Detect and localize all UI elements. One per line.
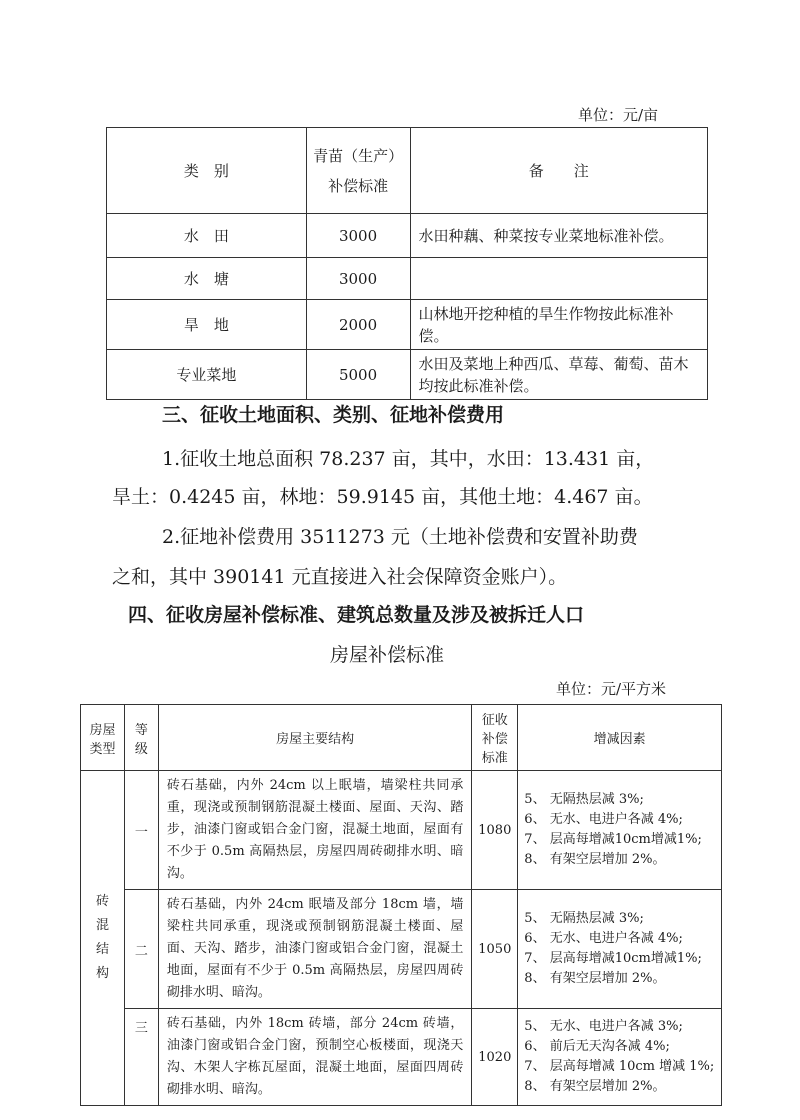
- table-row: [107, 300, 708, 350]
- grade-cell: 一: [124, 771, 158, 890]
- factor-item: 5、 无隔热层减 3%;: [524, 911, 644, 926]
- factor-item: 7、 层高每增减10cm增减1%;: [524, 832, 702, 847]
- house-table-title: 房屋补偿标准: [330, 644, 445, 666]
- row-category: 水 田: [107, 214, 307, 258]
- header-house-type-line1: 房屋: [89, 722, 116, 738]
- factor-item: 6、 无水、电进户各减 4%;: [524, 812, 683, 827]
- factors-cell: [518, 1009, 722, 1106]
- paragraph-1-line-1: 1.征收土地总面积 78.237 亩，其中，水田：13.431 亩，: [162, 448, 655, 470]
- structure-cell: 砖石基础，内外 24cm 以上眠墙，墙梁柱共同承重，现浇或预制钢筋混凝土楼面、屋面、天沟、踏步，油漆门窗或铝合金门窗，混凝土地面，屋面有不少于 0.5m 高隔热层，房屋四周砖砌排水明、暗沟。: [158, 771, 471, 890]
- row-value: 3000: [306, 214, 410, 258]
- factor-item: 5、 无水、电进户各减 3%;: [524, 1019, 683, 1034]
- header-grade: [124, 705, 158, 771]
- crop-compensation-table: [106, 127, 708, 400]
- header-standard-line1: 征收: [481, 713, 508, 728]
- paragraph-2-line-2: 之和，其中 390141 元直接进入社会保障资金账户）。: [112, 566, 568, 588]
- structure-cell: 砖石基础，内外 24cm 眠墙及部分 18cm 墙，墙梁柱共同承重，现浇或预制钢筋混凝土楼面、屋面、天沟、踏步，油漆门窗或铝合金门窗，混凝土地面，屋面有不少于 0.5m 高隔热层，房屋四周砖砌排水明、暗沟。: [158, 890, 471, 1009]
- table-row: [107, 214, 708, 258]
- house-type-char: 构: [95, 966, 109, 981]
- factors-cell: [518, 890, 722, 1009]
- standard-cell: 1050: [472, 890, 518, 1009]
- row-note: 水田及菜地上种西瓜、草莓、葡萄、苗木均按此标准补偿。: [410, 350, 708, 400]
- header-grade-line1: 等: [134, 722, 148, 738]
- standard-cell: 1020: [472, 1009, 518, 1106]
- paragraph-2-line-1: 2.征地补偿费用 3511273 元（土地补偿费和安置补助费: [162, 526, 638, 548]
- header-grade-line2: 级: [134, 741, 148, 757]
- row-category: 旱 地: [107, 300, 307, 350]
- table-row: [107, 350, 708, 400]
- row-note: 山林地开挖种植的旱生作物按此标准补偿。: [410, 300, 708, 350]
- section-3-heading: 三、征收土地面积、类别、征地补偿费用: [162, 404, 505, 426]
- grade-cell: 三: [124, 1009, 158, 1106]
- unit-label-sqm: 单位：元/平方米: [556, 680, 667, 698]
- header-factors: 增减因素: [518, 705, 722, 771]
- table-row: [81, 1009, 722, 1106]
- row-note: 水田种藕、种菜按专业菜地标准补偿。: [410, 214, 708, 258]
- header-standard-line1: 青苗（生产）: [313, 146, 404, 165]
- header-standard-line2: 补偿: [481, 732, 508, 747]
- table-row: [107, 258, 708, 300]
- table-header-row: [81, 705, 722, 771]
- row-category: 水 塘: [107, 258, 307, 300]
- row-value: 2000: [306, 300, 410, 350]
- header-category: 类 别: [107, 128, 307, 214]
- standard-cell: 1080: [472, 771, 518, 890]
- row-value: 3000: [306, 258, 410, 300]
- house-type-char: 混: [95, 918, 109, 933]
- table-row: [81, 890, 722, 1009]
- header-standard-line3: 标准: [481, 751, 508, 766]
- row-value: 5000: [306, 350, 410, 400]
- house-type-cell: [81, 771, 125, 1106]
- factor-item: 7、 层高每增减 10cm 增减 1%;: [524, 1059, 715, 1074]
- header-house-type: [81, 705, 125, 771]
- factor-item: 8、 有架空层增加 2%。: [524, 1079, 666, 1094]
- table-row: [81, 771, 722, 890]
- factor-item: 8、 有架空层增加 2%。: [524, 852, 666, 867]
- factor-item: 5、 无隔热层减 3%;: [524, 792, 644, 807]
- house-compensation-table: [80, 704, 722, 1106]
- factor-item: 7、 层高每增减10cm增减1%;: [524, 951, 702, 966]
- header-standard: [472, 705, 518, 771]
- header-standard-line2: 补偿标准: [328, 176, 389, 195]
- grade-cell: 二: [124, 890, 158, 1009]
- header-house-type-line2: 类型: [89, 741, 116, 757]
- row-category: 专业菜地: [107, 350, 307, 400]
- section-4-heading: 四、征收房屋补偿标准、建筑总数量及涉及被拆迁人口: [128, 604, 585, 626]
- house-type-char: 结: [95, 942, 109, 957]
- header-standard: [306, 128, 410, 214]
- unit-label-mu: 单位：元/亩: [578, 106, 659, 124]
- structure-cell: 砖石基础，内外 18cm 砖墙，部分 24cm 砖墙，油漆门窗或铝合金门窗，预制空心板楼面，现浇天沟、木架人字栋瓦屋面，混凝土地面，屋面四周砖砌排水明、暗沟。: [158, 1009, 471, 1106]
- header-structure: 房屋主要结构: [158, 705, 471, 771]
- table-header-row: [107, 128, 708, 214]
- factor-item: 8、 有架空层增加 2%。: [524, 971, 666, 986]
- row-note: [410, 258, 708, 300]
- factor-item: 6、 前后无天沟各减 4%;: [524, 1039, 670, 1054]
- house-type-char: 砖: [95, 894, 109, 909]
- factors-cell: [518, 771, 722, 890]
- paragraph-1-line-2: 旱土：0.4245 亩，林地：59.9145 亩，其他土地：4.467 亩。: [112, 486, 653, 508]
- header-remarks: 备 注: [410, 128, 708, 214]
- factor-item: 6、 无水、电进户各减 4%;: [524, 931, 683, 946]
